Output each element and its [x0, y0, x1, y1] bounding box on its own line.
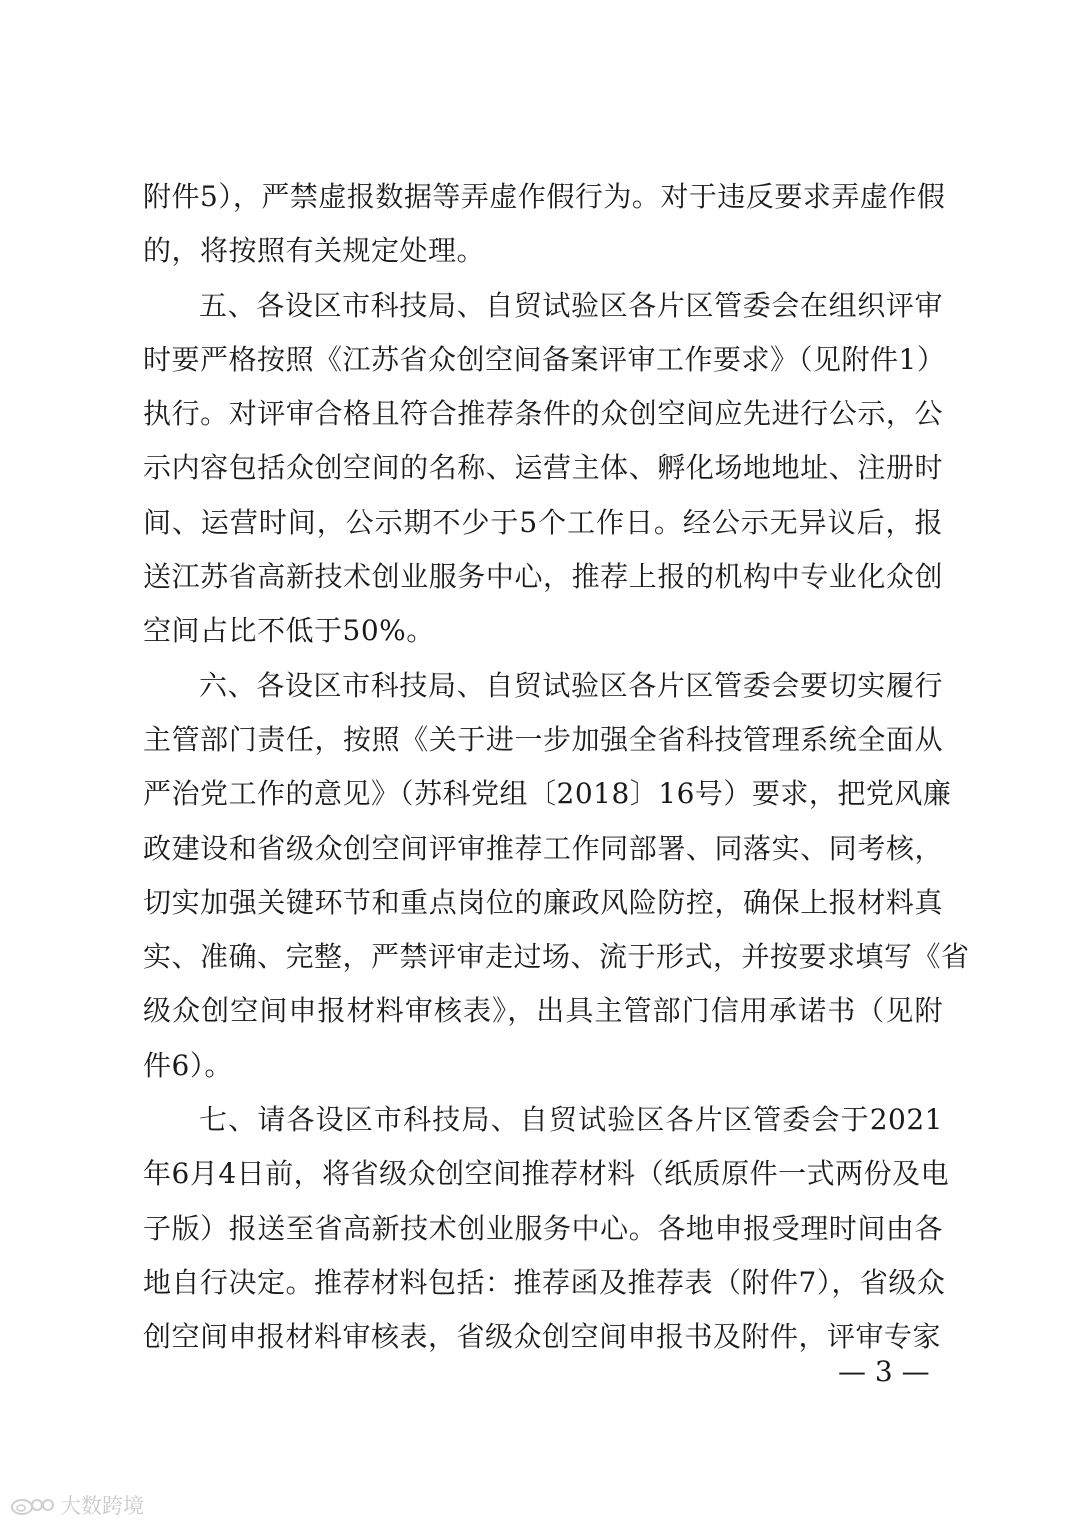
text-line: 时要严格按照《江苏省众创空间备案评审工作要求》（见附件1） — [143, 342, 946, 376]
text-line: 间、运营时间，公示期不少于5个工作日。经公示无异议后，报 — [143, 505, 943, 539]
text-line: 空间占比不低于50%。 — [143, 614, 435, 648]
text-line: 地自行决定。推荐材料包括：推荐函及推荐表（附件7），省级众 — [143, 1265, 946, 1299]
text-line: 级众创空间申报材料审核表》，出具主管部门信用承诺书（见附 — [143, 994, 943, 1028]
text-line: 六、各设区市科技局、自贸试验区各片区管委会要切实履行 — [199, 668, 943, 702]
text-line: 执行。对评审合格且符合推荐条件的众创空间应先进行公示，公 — [143, 397, 943, 431]
watermark-text: 大数跨境 — [60, 1494, 144, 1518]
text-line: 件6）。 — [143, 1048, 233, 1082]
text-line: 创空间申报材料审核表，省级众创空间申报书及附件，评审专家 — [143, 1320, 942, 1354]
text-line: 示内容包括众创空间的名称、运营主体、孵化场地地址、注册时 — [143, 451, 943, 485]
text-line: 主管部门责任，按照《关于进一步加强全省科技管理系统全面从 — [143, 722, 943, 756]
weibo-logo-icon — [10, 1493, 54, 1517]
text-line: 严治党工作的意见》（苏科党组〔2018〕16号）要求，把党风廉 — [143, 777, 952, 811]
text-line: 的，将按照有关规定处理。 — [143, 234, 486, 268]
text-line: 政建设和省级众创空间评审推荐工作同部署、同落实、同考核， — [143, 831, 943, 865]
text-line: 七、请各设区市科技局、自贸试验区各片区管委会于2021 — [199, 1103, 943, 1137]
text-line: 送江苏省高新技术创业服务中心，推荐上报的机构中专业化众创 — [143, 560, 943, 594]
text-line: 五、各设区市科技局、自贸试验区各片区管委会在组织评审 — [199, 288, 943, 322]
text-line: 切实加强关键环节和重点岗位的廉政风险防控，确保上报材料真 — [143, 885, 943, 919]
page-number: — 3 — — [838, 1355, 930, 1388]
text-line: 实、准确、完整，严禁评审走过场、流于形式，并按要求填写《省 — [143, 940, 970, 974]
text-line: 附件5），严禁虚报数据等弄虚作假行为。对于违反要求弄虚作假 — [143, 180, 946, 213]
body-text — [143, 170, 970, 1365]
watermark — [10, 1490, 144, 1520]
text-line: 年6月4日前，将省级众创空间推荐材料（纸质原件一式两份及电 — [143, 1157, 950, 1191]
text-line: 子版）报送至省高新技术创业服务中心。各地申报受理时间由各 — [143, 1211, 943, 1245]
